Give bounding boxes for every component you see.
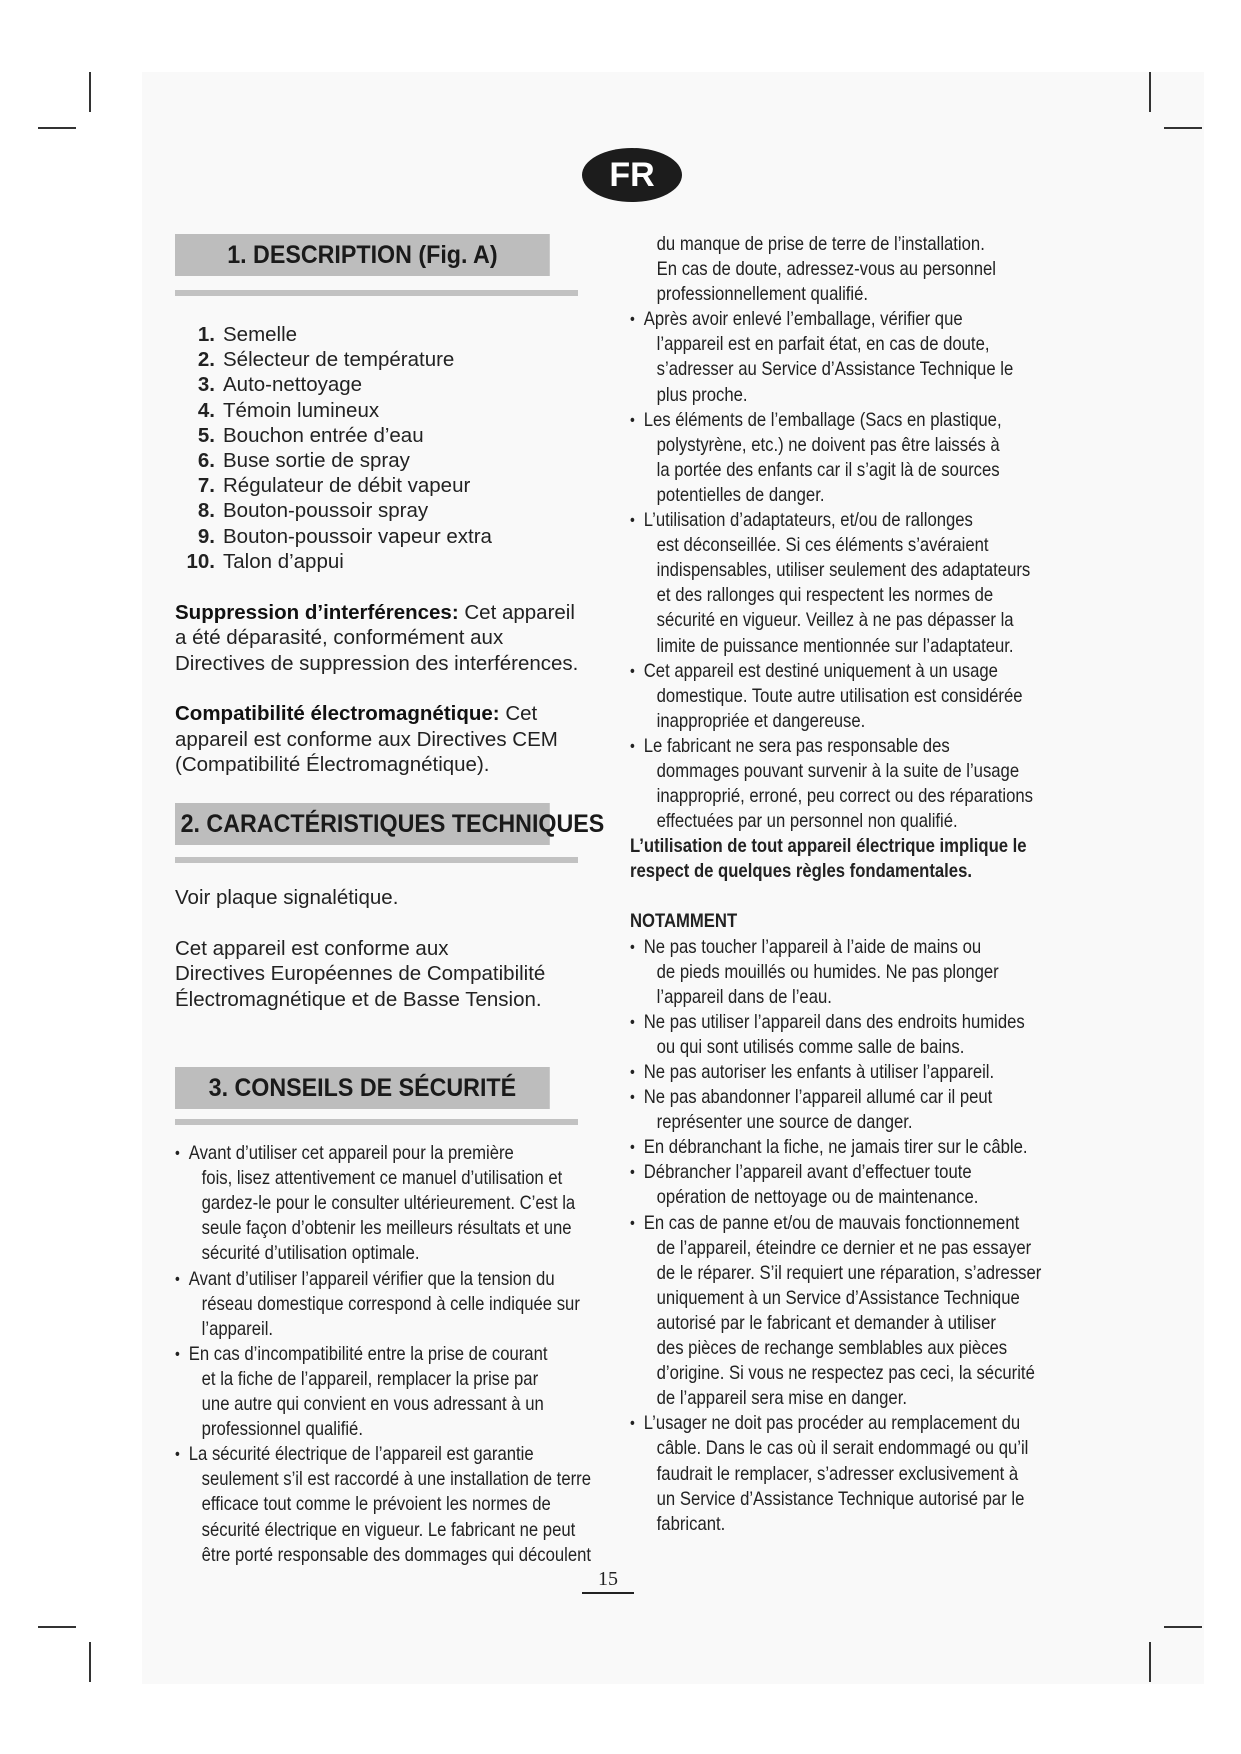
bullet-item <box>630 1010 1089 1060</box>
text-line: Ne pas toucher l’appareil à l’aide de mains ou <box>643 935 982 958</box>
bullet-item <box>630 1160 1089 1210</box>
bullet-item <box>630 1135 1089 1160</box>
text-line: Directives de suppression des interférences. <box>175 651 579 675</box>
text-line: Avant d’utiliser l’appareil vérifier que la tension du <box>188 1267 555 1290</box>
crop-mark-top-left-horizontal <box>38 127 76 129</box>
text-line: l’appareil. <box>201 1317 274 1340</box>
bold-statement <box>630 834 1089 884</box>
item-number: 7. <box>197 474 215 498</box>
text-line: plus proche. <box>656 383 748 406</box>
crop-mark-top-right-horizontal <box>1164 127 1202 129</box>
text-line: une autre qui convient en vous adressant à un <box>201 1393 544 1416</box>
text-line: être porté responsable des dommages qui découlent <box>201 1543 592 1566</box>
text-line: Cet <box>499 702 538 726</box>
text-line: L’usager ne doit pas procéder au remplacement du <box>643 1412 1021 1435</box>
text-line: Directives Européennes de Compatibilité <box>175 962 546 986</box>
description-item <box>175 473 615 498</box>
bullet-item <box>630 508 1089 659</box>
bullet-item <box>630 1211 1089 1412</box>
text-line: fabricant. <box>656 1512 726 1535</box>
text-line: faudrait le remplacer, s’adresser exclusivement à <box>656 1462 1019 1485</box>
interference-paragraph <box>175 600 615 676</box>
text-line: et des rallonges qui respectent les normes de <box>656 584 994 607</box>
bullet-item <box>630 408 1089 508</box>
text-line: du manque de prise de terre de l’installation. <box>656 233 985 255</box>
crop-mark-bottom-left-vertical <box>89 1642 91 1682</box>
bullet-item <box>630 734 1089 834</box>
text-line: de l’appareil, éteindre ce dernier et ne pas essayer <box>656 1236 1032 1259</box>
text-line: inappropriée et dangereuse. <box>656 709 866 732</box>
text-line: un Service d’Assistance Technique autorisé par le <box>656 1487 1025 1510</box>
text-line: En cas de panne et/ou de mauvais fonctionnement <box>643 1211 1020 1234</box>
description-item <box>175 423 615 448</box>
text-line: a été déparasité, conformément aux <box>175 626 504 650</box>
section-header-description: 1. DESCRIPTION (Fig. A) <box>175 234 550 276</box>
text-line: des pièces de rechange semblables aux pièces <box>656 1337 1008 1360</box>
text-line: l’appareil est en parfait état, en cas de doute, <box>656 333 990 356</box>
emc-label: Compatibilité électromagnétique: <box>175 702 500 726</box>
text-line: Débrancher l’appareil avant d’effectuer toute <box>643 1161 972 1184</box>
text-line: sécurité en vigueur. Veillez à ne pas dépasser la <box>656 609 1014 632</box>
item-number: 4. <box>197 398 215 422</box>
text-line: représenter une source de danger. <box>656 1111 913 1134</box>
text-line: potentielles de danger. <box>656 483 825 506</box>
text-line: professionnellement qualifié. <box>656 283 869 306</box>
item-number: 6. <box>197 449 215 473</box>
text-line: En débranchant la fiche, ne jamais tirer sur le câble. <box>643 1136 1028 1159</box>
bullet-item <box>175 1342 614 1442</box>
text-line: efficace tout comme le prévoient les normes de <box>201 1493 551 1516</box>
text-line: limite de puissance mentionnée sur l’adaptateur. <box>656 634 1014 657</box>
text-line: dommages pouvant survenir à la suite de l’usage <box>656 759 1020 782</box>
item-label: Sélecteur de température <box>223 348 455 372</box>
safety-bullet-list-left <box>175 1141 614 1568</box>
description-item <box>175 347 615 372</box>
bullet-item <box>630 307 1089 407</box>
section-rule <box>175 290 578 296</box>
plate-text: Voir plaque signalétique. <box>175 886 399 910</box>
section-header-characteristics: 2. CARACTÉRISTIQUES TECHNIQUES <box>175 803 550 845</box>
description-item <box>175 372 615 397</box>
bullet-item <box>630 1411 1089 1536</box>
text-line: opération de nettoyage ou de maintenance. <box>656 1186 979 1209</box>
description-item <box>175 448 615 473</box>
safety-bullet-list-right <box>630 307 1089 834</box>
text-line: de le réparer. S’il requiert une réparation, s’adresser <box>656 1261 1042 1284</box>
left-column <box>175 234 615 1568</box>
item-number: 5. <box>197 423 215 447</box>
text-line: inapproprié, erroné, peu correct ou des réparations <box>656 785 1034 808</box>
text-line: Ne pas utiliser l’appareil dans des endroits humides <box>643 1010 1025 1033</box>
crop-mark-bottom-right-horizontal <box>1164 1626 1202 1628</box>
crop-mark-bottom-right-vertical <box>1149 1642 1151 1682</box>
item-label: Auto-nettoyage <box>223 373 363 397</box>
text-line: seulement s’il est raccordé à une installation de terre <box>201 1468 591 1491</box>
text-line: Le fabricant ne sera pas responsable des <box>643 734 950 757</box>
text-line: L’utilisation de tout appareil électrique implique le <box>630 835 1027 858</box>
text-line: d’origine. Si vous ne respectez pas ceci, la sécurité <box>656 1362 1035 1385</box>
crop-mark-bottom-left-horizontal <box>38 1626 76 1628</box>
section-header-safety: 3. CONSEILS DE SÉCURITÉ <box>175 1067 550 1109</box>
item-label: Buse sortie de spray <box>223 449 410 473</box>
text-line: l’appareil dans de l’eau. <box>656 985 832 1008</box>
text-line: Après avoir enlevé l’emballage, vérifier que <box>643 308 963 331</box>
language-badge: FR <box>582 148 682 202</box>
text-line: En cas d’incompatibilité entre la prise de courant <box>188 1342 548 1365</box>
text-line: ou qui sont utilisés comme salle de bains. <box>656 1035 965 1058</box>
text-line: la portée des enfants car il s’agit là de sources <box>656 458 1000 481</box>
bullet-item <box>630 1060 1089 1085</box>
notamment-bullet-list <box>630 935 1089 1537</box>
description-item <box>175 524 615 549</box>
safety-left-text <box>175 1141 614 1568</box>
bullet-item <box>175 1267 614 1342</box>
text-line: (Compatibilité Électromagnétique). <box>175 753 490 777</box>
text-line: En cas de doute, adressez-vous au personnel <box>656 258 996 281</box>
text-line: gardez-le pour le consulter ultérieurement. C’est la <box>201 1192 576 1215</box>
text-line: fois, lisez attentivement ce manuel d’utilisation et <box>201 1167 563 1190</box>
description-item <box>175 498 615 523</box>
item-number: 9. <box>197 524 215 548</box>
item-label: Bouchon entrée d’eau <box>223 423 424 447</box>
description-item <box>175 398 615 423</box>
item-label: Bouton-poussoir vapeur extra <box>223 524 492 548</box>
item-number: 2. <box>197 348 215 372</box>
right-column <box>630 232 1090 1537</box>
section-rule <box>175 857 578 863</box>
text-line: effectuées par un personnel non qualifié. <box>656 810 958 833</box>
text-line: indispensables, utiliser seulement des adaptateurs <box>656 559 1031 582</box>
text-line: de pieds mouillés ou humides. Ne pas plonger <box>656 960 999 983</box>
text-line: appareil est conforme aux Directives CEM <box>175 727 558 751</box>
bullet-item <box>630 1085 1089 1135</box>
conformity-paragraph <box>175 936 615 1012</box>
crop-mark-top-left-vertical <box>89 72 91 112</box>
bullet-item <box>175 1442 614 1567</box>
text-line: de l’appareil sera mise en danger. <box>656 1387 907 1410</box>
text-line: respect de quelques règles fondamentales. <box>630 860 972 883</box>
bullet-item <box>175 1141 614 1266</box>
continuation-block <box>630 232 1089 307</box>
text-line: uniquement à un Service d’Assistance Technique <box>656 1286 1020 1309</box>
text-line: Ne pas autoriser les enfants à utiliser l’appareil. <box>643 1061 995 1083</box>
bullet-item <box>630 659 1089 734</box>
text-line: La sécurité électrique de l’appareil est garantie <box>188 1443 534 1466</box>
text-line: Les éléments de l’emballage (Sacs en plastique, <box>643 408 1002 431</box>
text-line: polystyrène, etc.) ne doivent pas être laissés à <box>656 433 1000 456</box>
text-line: professionnel qualifié. <box>201 1418 363 1441</box>
item-label: Semelle <box>223 323 298 346</box>
text-line: réseau domestique correspond à celle indiquée sur <box>201 1292 580 1315</box>
item-label: Témoin lumineux <box>223 398 380 422</box>
emc-paragraph <box>175 701 615 777</box>
description-item <box>175 322 615 347</box>
text-line: Ne pas abandonner l’appareil allumé car il peut <box>643 1086 993 1109</box>
text-line: Électromagnétique et de Basse Tension. <box>175 987 542 1011</box>
safety-right-text <box>630 232 1089 1537</box>
text-line: s’adresser au Service d’Assistance Technique le <box>656 358 1014 381</box>
text-line: Avant d’utiliser cet appareil pour la première <box>188 1142 514 1165</box>
bullet-item <box>630 935 1089 1010</box>
text-line: câble. Dans le cas où il serait endommagé ou qu’il <box>656 1437 1029 1460</box>
item-label: Bouton-poussoir spray <box>223 499 429 523</box>
description-item <box>175 549 615 574</box>
item-label: Régulateur de débit vapeur <box>223 474 471 498</box>
crop-mark-top-right-vertical <box>1149 72 1151 112</box>
text-line: est déconseillée. Si ces éléments s’avéraient <box>656 534 989 557</box>
interference-label: Suppression d’interférences: <box>175 601 459 625</box>
item-number: 1. <box>197 323 215 346</box>
section-rule <box>175 1119 578 1125</box>
text-line: seule façon d’obtenir les meilleurs résultats et une <box>201 1217 572 1240</box>
item-label: Talon d’appui <box>223 549 344 573</box>
text-line: sécurité d’utilisation optimale. <box>201 1242 420 1265</box>
text-line: Cet appareil <box>458 601 575 625</box>
text-line: domestique. Toute autre utilisation est considérée <box>656 684 1023 707</box>
text-line: Cet appareil est conforme aux <box>175 936 449 960</box>
item-number: 3. <box>197 373 215 397</box>
description-list <box>175 322 615 574</box>
notamment-title: NOTAMMENT <box>630 910 738 933</box>
text-line: sécurité électrique en vigueur. Le fabricant ne peut <box>201 1518 576 1541</box>
item-number: 10. <box>186 549 215 573</box>
text-line: L’utilisation d’adaptateurs, et/ou de rallonges <box>643 509 973 532</box>
text-line: et la fiche de l’appareil, remplacer la prise par <box>201 1367 539 1390</box>
text-line: Cet appareil est destiné uniquement à un usage <box>643 659 998 682</box>
text-line: autorisé par le fabricant et demander à utiliser <box>656 1311 996 1334</box>
page-number: 15 <box>582 1568 634 1594</box>
item-number: 8. <box>197 499 215 523</box>
